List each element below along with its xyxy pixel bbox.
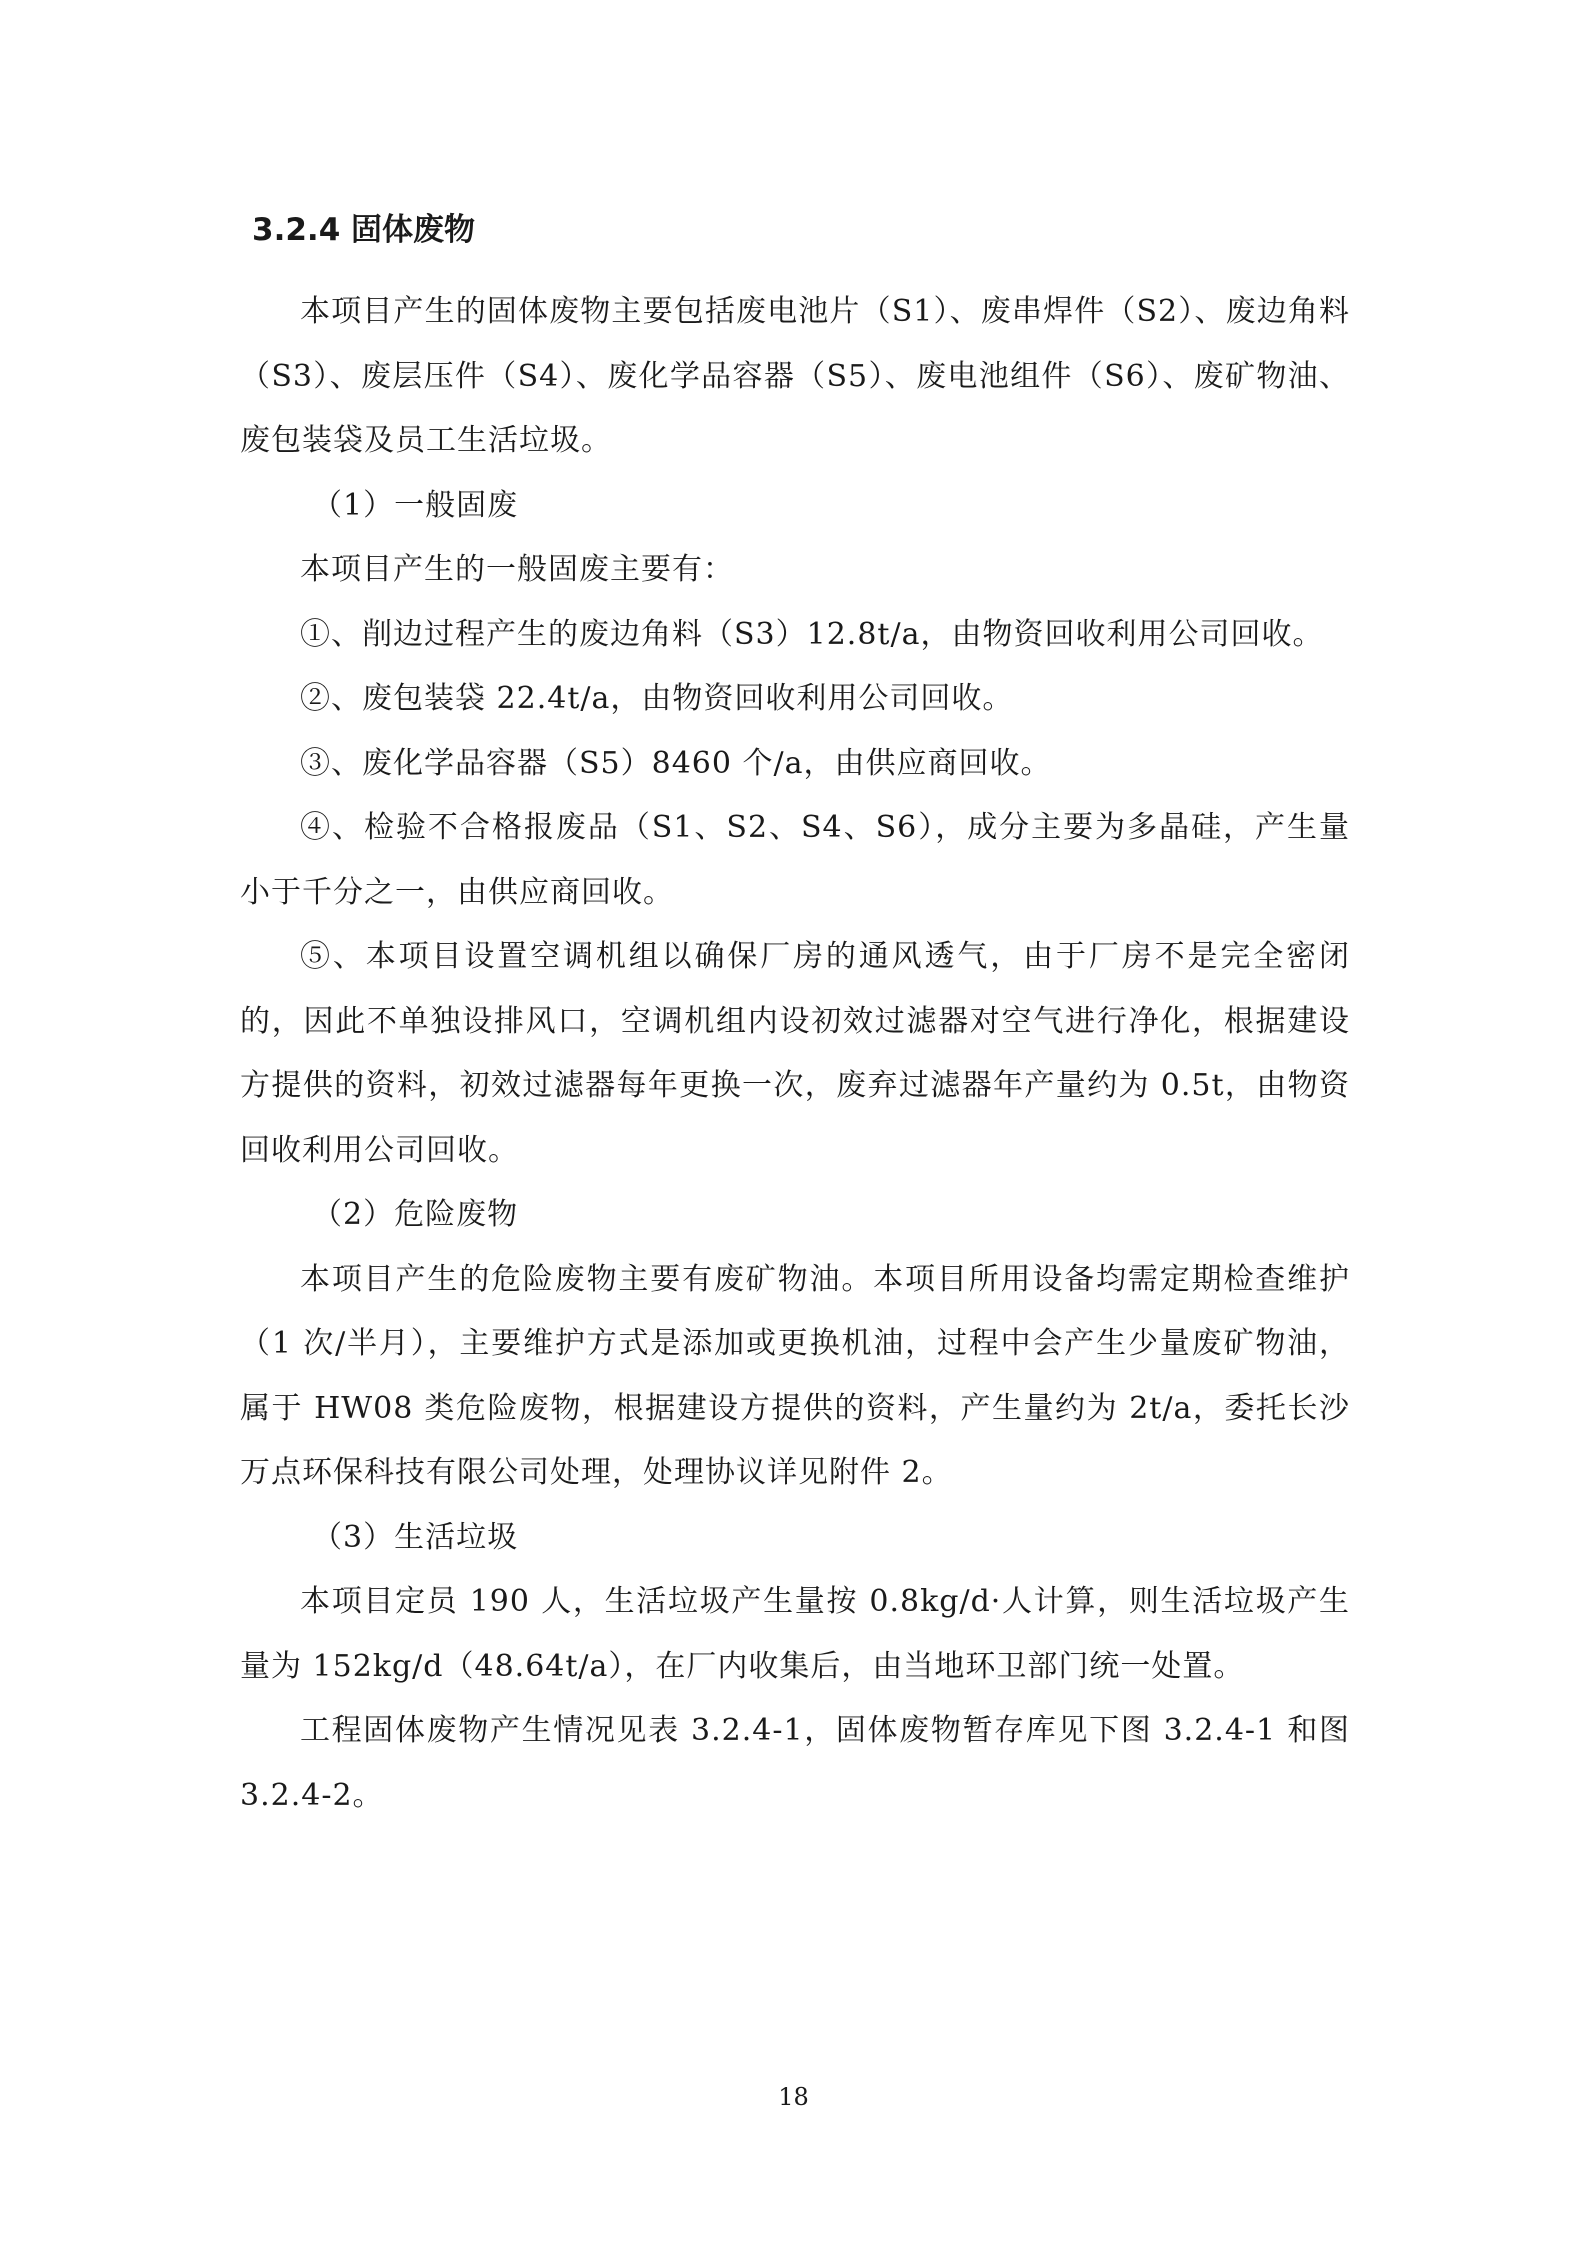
closing-paragraph: 工程固体废物产生情况见表 3.2.4-1，固体废物暂存库见下图 3.2.4-1 和图 3.2.4-2。 bbox=[240, 1713, 1350, 1813]
general-waste-item-4: ④、检验不合格报废品（S1、S2、S4、S6），成分主要为多晶硅，产生量小于千分之一，由供应商回收。 bbox=[240, 810, 1350, 910]
general-waste-title: （1）一般固废 bbox=[312, 487, 519, 523]
domestic-waste-text: 本项目定员 190 人，生活垃圾产生量按 0.8kg/d·人计算，则生活垃圾产生量为 152kg/d（48.64t/a），在厂内收集后，由当地环卫部门统一处置。 bbox=[240, 1584, 1350, 1684]
domestic-waste-title: （3）生活垃圾 bbox=[312, 1519, 519, 1555]
general-waste-item-5: ⑤、本项目设置空调机组以确保厂房的通风透气，由于厂房不是完全密闭的，因此不单独设排风口，空调机组内设初效过滤器对空气进行净化，根据建设方提供的资料，初效过滤器每年更换一次，废弃过滤器年产量约为 0.5t，由物资回收利用公司回收。 bbox=[240, 939, 1350, 1168]
general-waste-lead: 本项目产生的一般固废主要有： bbox=[300, 552, 734, 587]
body-text bbox=[240, 280, 1350, 1828]
intro-paragraph: 本项目产生的固体废物主要包括废电池片（S1）、废串焊件（S2）、废边角料（S3）、废层压件（S4）、废化学品容器（S5）、废电池组件（S6）、废矿物油、废包装袋及员工生活垃圾。 bbox=[240, 294, 1350, 458]
general-waste-item-2: ②、废包装袋 22.4t/a，由物资回收利用公司回收。 bbox=[300, 681, 1014, 716]
page-number: 18 bbox=[778, 2083, 809, 2111]
section-heading: 3.2.4 固体废物 bbox=[252, 212, 476, 248]
hazardous-waste-title: （2）危险废物 bbox=[312, 1197, 519, 1232]
general-waste-item-3: ③、废化学品容器（S5）8460 个/a，由供应商回收。 bbox=[300, 745, 1052, 781]
hazardous-waste-text: 本项目产生的危险废物主要有废矿物油。本项目所用设备均需定期检查维护（1 次/半月），主要维护方式是添加或更换机油，过程中会产生少量废矿物油，属于 HW08 类危险废物，根据建设方提供的资料，产生量约为 2t/a，委托长沙万点环保科技有限公司处理，处理协议详见附件 2。 bbox=[240, 1261, 1350, 1490]
general-waste-item-1: ①、削边过程产生的废边角料（S3）12.8t/a，由物资回收利用公司回收。 bbox=[300, 616, 1324, 652]
